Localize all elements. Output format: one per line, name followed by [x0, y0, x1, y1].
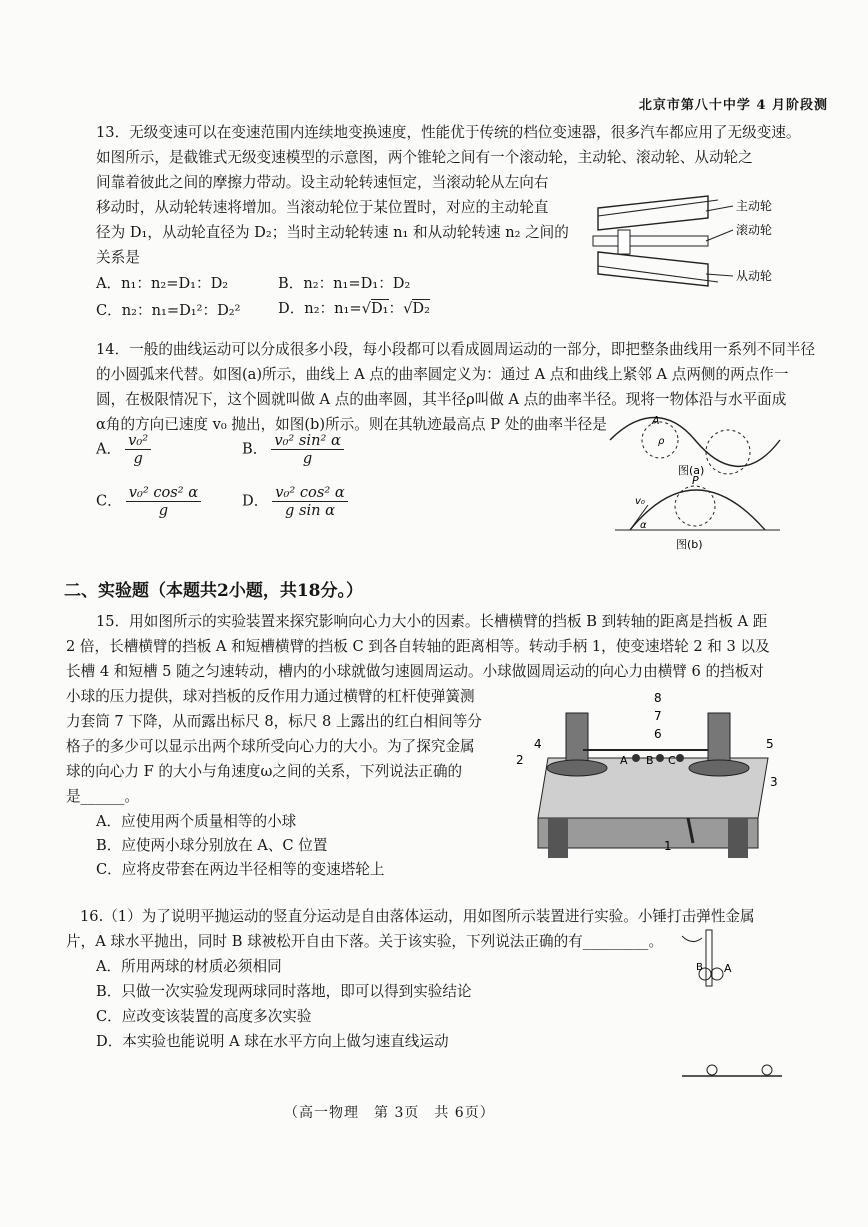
q14-line1: 14．一般的曲线运动可以分成很多小段，每小段都可以看成圆周运动的一部分，即把整条曲线用一系列不同半径: [96, 341, 816, 358]
q15-option-b: B．应使两小球分别放在 A、C 位置: [96, 837, 328, 854]
point-p-label: P: [692, 474, 699, 487]
q15-line3: 长槽 4 和短槽 5 随之匀速转动，槽内的小球就做匀速圆周运动。小球做圆周运动的向心力由横臂 6 的挡板对: [66, 663, 764, 680]
q14-option-d-numerator: v₀² cos² α: [272, 484, 347, 502]
q15-line5: 力套筒 7 下降，从而露出标尺 8，标尺 8 上露出的红白相间等分: [66, 713, 482, 730]
q13-line6: 关系是: [96, 249, 140, 266]
q13-option-c: C．n₂：n₁=D₁²：D₂²: [96, 302, 241, 319]
q14-line3: 圆，在极限情况下，这个圆就叫做 A 点的曲率圆，其半径ρ叫做 A 点的曲率半径。现将一物体沿与水平面成: [96, 391, 787, 408]
q14-option-c-denominator: g: [158, 502, 169, 519]
rho-label: ρ: [658, 436, 665, 447]
driver-wheel-label: 主动轮: [736, 199, 773, 213]
driven-wheel-label: 从动轮: [736, 269, 773, 283]
q14-option-a-denominator: g: [133, 450, 143, 467]
label-b: B: [646, 754, 654, 767]
label-8: 8: [654, 691, 662, 705]
q14-option-d-denominator: g sin α: [284, 502, 335, 519]
q14-option-b-label: B．: [242, 440, 268, 458]
q13-option-a: A．n₁：n₂=D₁：D₂: [96, 275, 229, 292]
q16-option-b: B．只做一次实验发现两球同时落地，即可以得到实验结论: [96, 983, 472, 1000]
label-6: 6: [654, 727, 662, 741]
q13-option-d-colon: ：: [388, 300, 404, 317]
q15-line1: 15．用如图所示的实验装置来探究影响向心力大小的因素。长槽横臂的挡板 B 到转轴的距离是挡板 A 距: [96, 613, 768, 630]
ball-b-label: B: [696, 962, 703, 973]
q15-line4: 小球的压力提供，球对挡板的反作用力通过横臂的杠杆使弹簧测: [66, 688, 475, 705]
figure-a-caption: 图(a): [678, 464, 705, 477]
q15-line2: 2 倍，长槽横臂的挡板 A 和短槽横臂的挡板 C 到各自转轴的距离相等。转动手柄 1，使变速塔轮 2 和 3 以及: [66, 638, 770, 655]
q16-option-d: D．本实验也能说明 A 球在水平方向上做匀速直线运动: [96, 1033, 449, 1050]
q15-option-a: A．应使用两个质量相等的小球: [96, 813, 297, 830]
q14-option-c-label: C．: [96, 492, 122, 510]
q14-option-d: [242, 484, 352, 519]
q14-option-c-numerator: v₀² cos² α: [126, 484, 201, 502]
q15-line8: 是______。: [66, 788, 139, 805]
label-2: 2: [516, 753, 524, 767]
q14-option-b-denominator: g: [302, 450, 313, 467]
q13-option-d-d1: D₁: [370, 300, 389, 317]
page-footer: （高一物理 第 3页 共 6页）: [284, 1105, 495, 1121]
q14-option-b-numerator: v₀² sin² α: [271, 432, 343, 450]
q14-option-a: [96, 432, 155, 467]
v0-label: v₀: [635, 496, 645, 507]
q15-line6: 格子的多少可以显示出两个球所受向心力的大小。为了探究金属: [66, 738, 475, 755]
q16-option-c: C．应改变该装置的高度多次实验: [96, 1008, 312, 1025]
page-header: 北京市第八十中学 4 月阶段测: [638, 98, 828, 113]
label-5: 5: [766, 737, 774, 751]
q16-line1: 16.（1）为了说明平抛运动的竖直分运动是自由落体运动，用如图所示装置进行实验。小锤打击弹性金属: [80, 908, 755, 925]
ball-a-label: A: [724, 962, 732, 975]
q14-curvature-figure: [600, 410, 790, 550]
q14-line2: 的小圆弧来代替。如图(a)所示，曲线上 A 点的曲率圆定义为：通过 A 点和曲线上紧邻 A 点两侧的两点作一: [96, 366, 789, 383]
q14-option-a-numerator: v₀²: [125, 432, 151, 450]
q13-option-d-d2: D₂: [412, 300, 430, 317]
q13-line4: 移动时，从动轮转速将增加。当滚动轮位于某位置时，对应的主动轮直: [96, 199, 549, 216]
section-title: 二、实验题（本题共2小题，共18分。）: [64, 581, 363, 601]
label-c: C: [668, 754, 676, 767]
label-4: 4: [534, 737, 542, 751]
label-a: A: [620, 754, 628, 767]
q13-line5: 径为 D₁，从动轮直径为 D₂；当时主动轮转速 n₁ 和从动轮转速 n₂ 之间的: [96, 224, 569, 241]
alpha-label: α: [640, 520, 647, 531]
label-7: 7: [654, 709, 662, 723]
roller-wheel-label: 滚动轮: [736, 223, 773, 237]
q13-option-b: B．n₂：n₁=D₁：D₂: [278, 275, 411, 292]
q13-line2: 如图所示，是截锥式无级变速模型的示意图，两个锥轮之间有一个滚动轮，主动轮、滚动轮、从动轮之: [96, 149, 753, 166]
q14-line4: α角的方向已速度 v₀ 抛出，如图(b)所示。则在其轨迹最高点 P 处的曲率半径是: [96, 416, 607, 433]
q16-apparatus-figure: [672, 926, 792, 1096]
q14-option-d-label: D．: [242, 492, 269, 510]
q13-line3: 间靠着彼此之间的摩擦力带动。设主动轮转速恒定，当滚动轮从左向右: [96, 174, 549, 191]
point-a-label: A: [652, 414, 660, 427]
q13-cone-figure: [588, 186, 788, 296]
label-1: 1: [664, 839, 672, 853]
q14-option-b: [242, 432, 348, 467]
q16-line2: 片，A 球水平抛出，同时 B 球被松开自由下落。关于该实验，下列说法正确的有_________。: [66, 933, 664, 950]
q13-line1: 13．无级变速可以在变速范围内连续地变换速度，性能优于传统的档位变速器，很多汽车都应用了无级变速。: [96, 124, 801, 141]
figure-b-caption: 图(b): [676, 538, 703, 550]
q13-option-d-prefix: D．n₂：n₁=: [278, 300, 362, 317]
q15-apparatus-figure: [508, 688, 808, 863]
q15-option-c: C．应将皮带套在两边半径相等的变速塔轮上: [96, 861, 385, 878]
label-3: 3: [770, 775, 778, 789]
q14-option-a-label: A．: [96, 440, 122, 458]
q15-line7: 球的向心力 F 的大小与角速度ω之间的关系，下列说法正确的: [66, 763, 463, 780]
q13-option-d: D．n₂：n₁=√D₁：√D₂: [278, 300, 430, 317]
q14-option-c: [96, 484, 205, 519]
q16-option-a: A．所用两球的材质必须相同: [96, 958, 282, 975]
